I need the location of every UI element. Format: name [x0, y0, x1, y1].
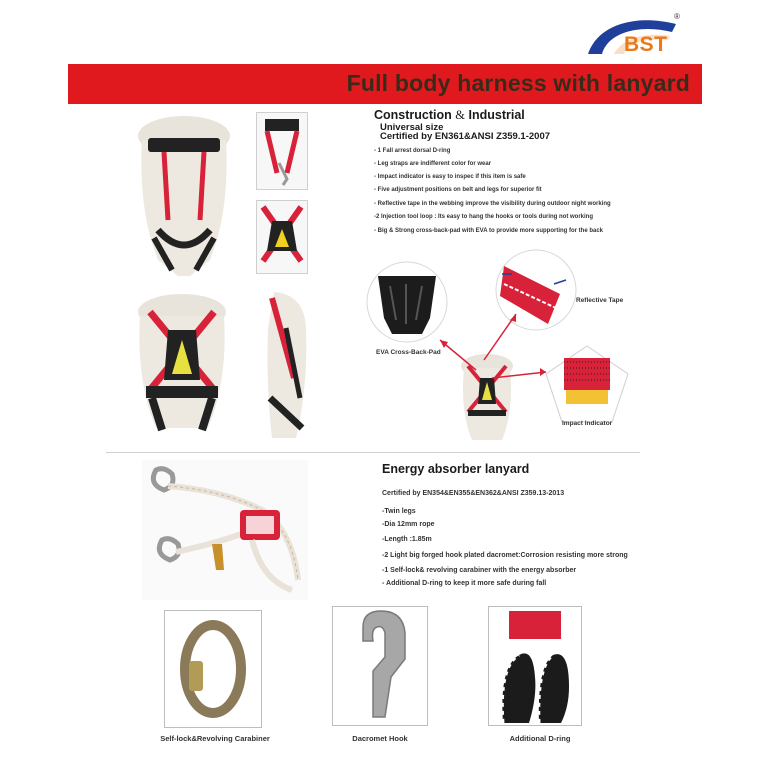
harness-detail-back: [256, 200, 308, 274]
impact-indicator-callout: [544, 344, 630, 424]
lanyard-line: - Additional D-ring to keep it more safe during fall: [382, 580, 547, 587]
harness-size: Universal size: [380, 122, 444, 133]
lanyard-line: -Dia 12mm rope: [382, 521, 435, 528]
dring-image: [489, 607, 581, 725]
lanyard-line: -Twin legs: [382, 508, 416, 515]
lanyard-title: Energy absorber lanyard: [382, 462, 530, 476]
feature-item: - Big & Strong cross-back-pad with EVA to provide more supporting for the back: [374, 228, 604, 234]
harness-front-image: [128, 110, 240, 278]
lanyard-line: -2 Light big forged hook plated dacromet:Corrosion resisting more strong: [382, 552, 628, 559]
lanyard-certified: Certified by EN354&EN355&EN362&ANSI Z359.13-2013: [382, 490, 565, 497]
reflective-tape-label: Reflective Tape: [576, 297, 624, 304]
harness-certified: Certified by EN361&ANSI Z359.1-2007: [380, 131, 551, 142]
feature-item: - 1 Fall arrest dorsal D-ring: [374, 148, 451, 154]
feature-item: - Leg straps are indifferent color for wear: [374, 161, 492, 167]
feature-item: -2 Injection tool loop : Its easy to hang the hooks or tools during not working: [374, 214, 593, 220]
feature-item: - Impact indicator is easy to inspec if this item is safe: [374, 174, 526, 180]
eva-pad-label: EVA Cross-Back-Pad: [376, 349, 441, 356]
hook-image-box: [332, 606, 428, 726]
lanyard-image-frame: [142, 460, 308, 600]
carabiner-label: Self-lock&Revolving Carabiner: [160, 734, 270, 743]
impact-indicator-label: Impact Indicator: [562, 420, 613, 427]
section-divider: [106, 452, 640, 453]
dring-image-box: [488, 606, 582, 726]
hook-image: [333, 607, 427, 725]
brand-name: BST: [624, 33, 668, 56]
title-banner: [68, 64, 702, 104]
heading-construction: Construction: [374, 108, 452, 122]
harness-back-image: [128, 290, 236, 440]
carabiner-image-box: [164, 610, 262, 728]
harness-detail-shoulder: [256, 112, 308, 190]
lanyard-line: -1 Self-lock& revolving carabiner with the energy absorber: [382, 567, 577, 574]
banner-title: Full body harness with lanyard: [346, 70, 690, 96]
heading-ampersand: &: [455, 108, 465, 122]
feature-item: - Five adjustment positions on belt and legs for superior fit: [374, 187, 542, 193]
harness-heading: [374, 108, 525, 123]
hook-label: Dacromet Hook: [352, 734, 408, 743]
heading-industrial: Industrial: [468, 108, 525, 122]
carabiner-image: [165, 611, 261, 727]
lanyard-line: -Length :1.85m: [382, 536, 432, 543]
lanyard-image: [142, 460, 308, 600]
feature-item: - Reflective tape in the webbing improve the visibility during outdoor night working: [374, 201, 611, 207]
registered-mark: ®: [674, 12, 680, 21]
harness-side-image: [250, 288, 322, 442]
callout-arrows: [420, 300, 560, 390]
dring-label: Additional D-ring: [509, 734, 571, 743]
